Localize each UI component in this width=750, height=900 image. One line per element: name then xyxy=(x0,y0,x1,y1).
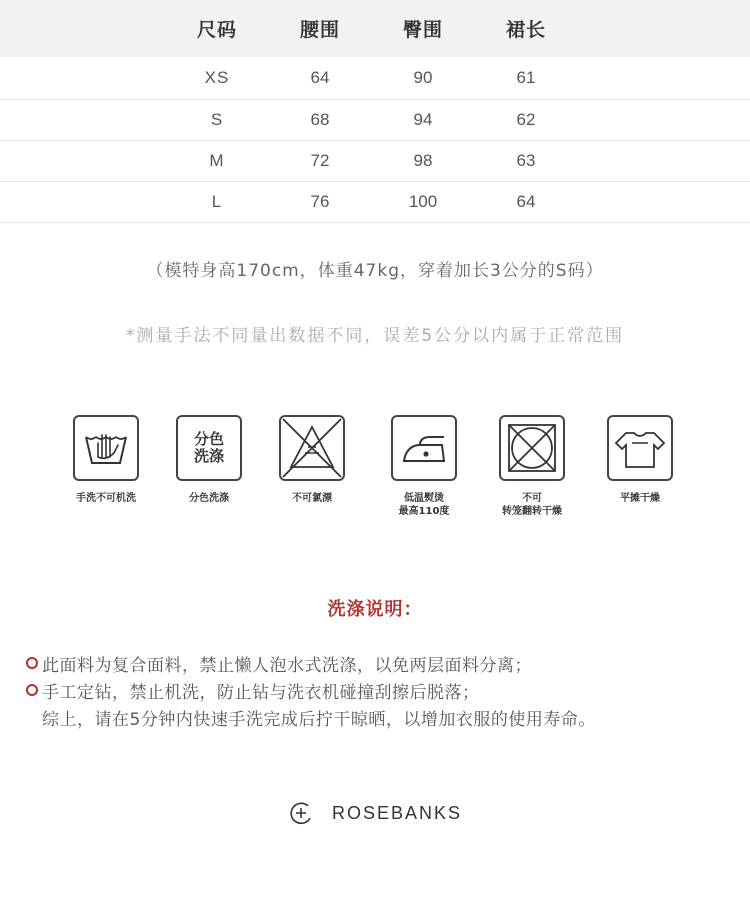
cell-waist: 76 xyxy=(310,192,330,211)
table-row xyxy=(0,182,750,223)
cell-waist: 68 xyxy=(310,110,330,129)
cell-waist: 64 xyxy=(310,68,330,87)
table-row xyxy=(0,141,750,182)
header-length: 裙长 xyxy=(505,19,546,41)
care-label: 低温熨烫 最高110度 xyxy=(398,493,450,517)
cell-length: 63 xyxy=(516,151,536,170)
wash-line-text: 手工定钻，禁止机洗，防止钻与洗衣机碰撞刮擦后脱落； xyxy=(42,683,480,703)
care-label: 手洗不可机洗 xyxy=(76,493,136,504)
separate-wash-icon xyxy=(176,415,242,481)
wash-instructions-title: 洗涤说明： xyxy=(327,599,423,620)
header-size: 尺码 xyxy=(196,19,237,41)
brand-footer xyxy=(0,797,750,829)
size-table xyxy=(0,0,750,223)
care-label: 不可氯漂 xyxy=(292,493,332,504)
cell-size: L xyxy=(211,192,223,211)
list-item xyxy=(26,705,726,732)
care-item-separate-wash xyxy=(154,415,264,505)
table-row xyxy=(0,57,750,100)
wash-line-text: 综上，请在5分钟内快速手洗完成后拧干晾晒，以增加衣服的使用寿命。 xyxy=(42,710,596,730)
cell-hip: 100 xyxy=(408,192,438,211)
care-icons xyxy=(0,415,750,535)
iron-low-icon xyxy=(391,415,457,481)
care-item-iron xyxy=(369,415,479,518)
table-row xyxy=(0,100,750,141)
flat-dry-icon xyxy=(607,415,673,481)
brand-logo-icon xyxy=(288,800,314,826)
care-item-no-bleach xyxy=(257,415,367,505)
no-tumble-dry-icon xyxy=(499,415,565,481)
size-table-header xyxy=(0,0,750,57)
cell-hip: 94 xyxy=(413,110,433,129)
list-item xyxy=(26,651,726,678)
wash-line-text: 此面料为复合面料，禁止懒人泡水式洗涤，以免两层面料分离； xyxy=(42,656,532,676)
cell-hip: 98 xyxy=(413,151,433,170)
cell-hip: 90 xyxy=(413,68,433,87)
hand-wash-icon xyxy=(73,415,139,481)
wash-instructions xyxy=(26,651,726,732)
cell-size: XS xyxy=(204,68,230,87)
care-label: 不可 转笼翻转干燥 xyxy=(502,493,562,517)
header-waist: 腰围 xyxy=(299,19,340,41)
care-item-flat-dry xyxy=(585,415,695,505)
cell-length: 64 xyxy=(516,192,536,211)
bullet-icon xyxy=(26,657,38,669)
cell-waist: 72 xyxy=(310,151,330,170)
cell-size: S xyxy=(210,110,224,129)
cell-size: M xyxy=(209,151,225,170)
bullet-icon xyxy=(26,684,38,696)
cell-length: 62 xyxy=(516,110,536,129)
care-label: 分色洗涤 xyxy=(189,493,229,504)
list-item xyxy=(26,678,726,705)
no-bleach-icon xyxy=(279,415,345,481)
cell-length: 61 xyxy=(516,68,536,87)
care-label: 平摊干燥 xyxy=(620,493,660,504)
care-item-hand-wash xyxy=(51,415,161,505)
care-item-no-tumble-dry xyxy=(477,415,587,518)
care-box-text: 分色 洗涤 xyxy=(193,430,224,465)
brand-name: ROSEBANKS xyxy=(331,802,463,823)
measurement-note: *测量手法不同量出数据不同，误差5公分以内属于正常范围 xyxy=(125,326,625,346)
header-hip: 臀围 xyxy=(402,19,443,41)
model-note: （模特身高170cm，体重47kg，穿着加长3公分的S码） xyxy=(146,261,604,281)
